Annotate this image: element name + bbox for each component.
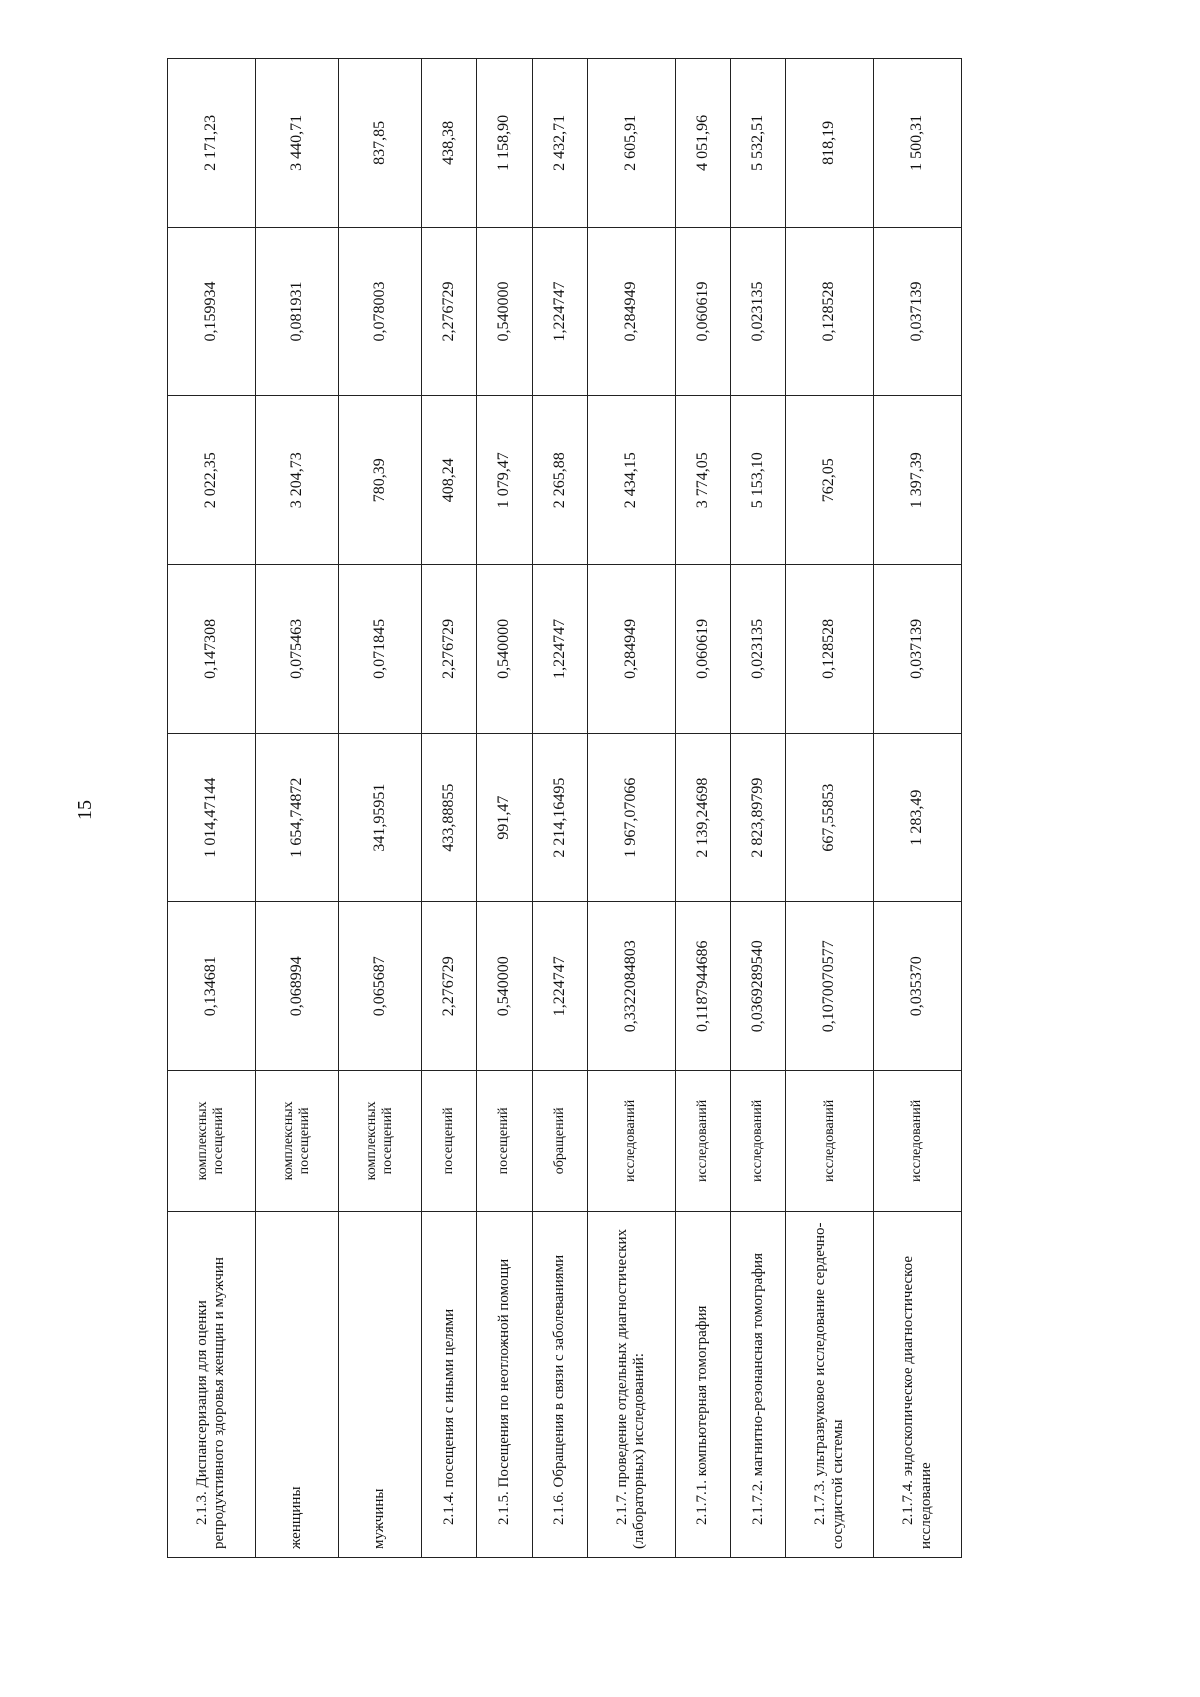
- cell-v1: 0,3322084803: [587, 902, 675, 1071]
- cell-v3: 0,037139: [874, 565, 962, 734]
- cell-v1: 1,224747: [532, 902, 587, 1071]
- cell-v6: 1 500,31: [874, 59, 962, 228]
- row-unit: посещений: [477, 1071, 532, 1212]
- cell-v5: 0,078003: [338, 227, 421, 396]
- table-row: [255, 59, 338, 1558]
- cell-v3: 0,147308: [168, 565, 256, 734]
- cell-v6: 3 440,71: [255, 59, 338, 228]
- cell-v2: 2 139,24698: [675, 733, 730, 902]
- cell-v6: 2 605,91: [587, 59, 675, 228]
- cell-v2: 991,47: [477, 733, 532, 902]
- row-name: 2.1.3. Диспансеризация для оценки репродуктивного здоровья женщин и мужчин: [168, 1211, 256, 1557]
- cell-v5: 0,081931: [255, 227, 338, 396]
- cell-v2: 2 214,16495: [532, 733, 587, 902]
- cell-v1: 0,065687: [338, 902, 421, 1071]
- data-table: [167, 58, 962, 1558]
- table-row: [532, 59, 587, 1558]
- cell-v5: 0,060619: [675, 227, 730, 396]
- cell-v2: 433,88855: [422, 733, 477, 902]
- table-row: [874, 59, 962, 1558]
- cell-v5: 0,284949: [587, 227, 675, 396]
- row-name: 2.1.7.1. компьютерная томография: [675, 1211, 730, 1557]
- cell-v6: 818,19: [786, 59, 874, 228]
- cell-v1: 0,1070070577: [786, 902, 874, 1071]
- cell-v4: 2 434,15: [587, 396, 675, 565]
- cell-v4: 1 079,47: [477, 396, 532, 565]
- row-name: 2.1.6. Обращения в связи с заболеваниями: [532, 1211, 587, 1557]
- cell-v1: 0,0369289540: [731, 902, 786, 1071]
- cell-v3: 0,075463: [255, 565, 338, 734]
- cell-v4: 2 022,35: [168, 396, 256, 565]
- row-unit: комплексных посещений: [338, 1071, 421, 1212]
- cell-v5: 0,023135: [731, 227, 786, 396]
- cell-v2: 1 283,49: [874, 733, 962, 902]
- cell-v3: 1,224747: [532, 565, 587, 734]
- row-name: мужчины: [338, 1211, 421, 1557]
- row-name: 2.1.7.2. магнитно-резонансная томография: [731, 1211, 786, 1557]
- cell-v1: 0,1187944686: [675, 902, 730, 1071]
- row-unit: комплексных посещений: [168, 1071, 256, 1212]
- cell-v4: 2 265,88: [532, 396, 587, 565]
- cell-v4: 1 397,39: [874, 396, 962, 565]
- row-name: 2.1.5. Посещения по неотложной помощи: [477, 1211, 532, 1557]
- cell-v5: 0,037139: [874, 227, 962, 396]
- row-name: 2.1.7. проведение отдельных диагностических (лабораторных) исследований:: [587, 1211, 675, 1557]
- row-name: женщины: [255, 1211, 338, 1557]
- row-unit: исследований: [731, 1071, 786, 1212]
- cell-v2: 1 967,07066: [587, 733, 675, 902]
- cell-v6: 4 051,96: [675, 59, 730, 228]
- cell-v4: 3 774,05: [675, 396, 730, 565]
- cell-v1: 0,540000: [477, 902, 532, 1071]
- cell-v3: 0,284949: [587, 565, 675, 734]
- cell-v1: 0,068994: [255, 902, 338, 1071]
- cell-v5: 0,128528: [786, 227, 874, 396]
- cell-v6: 837,85: [338, 59, 421, 228]
- cell-v2: 2 823,89799: [731, 733, 786, 902]
- cell-v4: 3 204,73: [255, 396, 338, 565]
- cell-v4: 408,24: [422, 396, 477, 565]
- row-unit: исследований: [874, 1071, 962, 1212]
- cell-v6: 5 532,51: [731, 59, 786, 228]
- cell-v1: 2,276729: [422, 902, 477, 1071]
- cell-v2: 1 014,47144: [168, 733, 256, 902]
- table-row: [587, 59, 675, 1558]
- cell-v2: 341,95951: [338, 733, 421, 902]
- cell-v3: 2,276729: [422, 565, 477, 734]
- page-number: 15: [74, 800, 96, 820]
- cell-v3: 0,128528: [786, 565, 874, 734]
- table-row: [731, 59, 786, 1558]
- row-unit: посещений: [422, 1071, 477, 1212]
- row-unit: обращений: [532, 1071, 587, 1212]
- row-unit: исследований: [786, 1071, 874, 1212]
- cell-v6: 438,38: [422, 59, 477, 228]
- row-name: 2.1.7.4. эндоскопическое диагностическое исследование: [874, 1211, 962, 1557]
- table-row: [338, 59, 421, 1558]
- cell-v3: 0,023135: [731, 565, 786, 734]
- cell-v5: 2,276729: [422, 227, 477, 396]
- row-unit: исследований: [675, 1071, 730, 1212]
- cell-v4: 762,05: [786, 396, 874, 565]
- row-name: 2.1.4. посещения с иными целями: [422, 1211, 477, 1557]
- cell-v2: 1 654,74872: [255, 733, 338, 902]
- cell-v5: 0,159934: [168, 227, 256, 396]
- cell-v2: 667,55853: [786, 733, 874, 902]
- cell-v1: 0,035370: [874, 902, 962, 1071]
- cell-v6: 2 171,23: [168, 59, 256, 228]
- row-unit: исследований: [587, 1071, 675, 1212]
- cell-v6: 1 158,90: [477, 59, 532, 228]
- cell-v5: 1,224747: [532, 227, 587, 396]
- table-row: [675, 59, 730, 1558]
- table-row: [168, 59, 256, 1558]
- cell-v5: 0,540000: [477, 227, 532, 396]
- cell-v4: 780,39: [338, 396, 421, 565]
- table-row: [422, 59, 477, 1558]
- table-row: [477, 59, 532, 1558]
- row-name: 2.1.7.3. ультразвуковое исследование сердечно-сосудистой системы: [786, 1211, 874, 1557]
- cell-v4: 5 153,10: [731, 396, 786, 565]
- cell-v1: 0,134681: [168, 902, 256, 1071]
- cell-v3: 0,540000: [477, 565, 532, 734]
- row-unit: комплексных посещений: [255, 1071, 338, 1212]
- table-row: [786, 59, 874, 1558]
- cell-v3: 0,071845: [338, 565, 421, 734]
- rotated-table-container: [167, 58, 962, 1558]
- cell-v3: 0,060619: [675, 565, 730, 734]
- cell-v6: 2 432,71: [532, 59, 587, 228]
